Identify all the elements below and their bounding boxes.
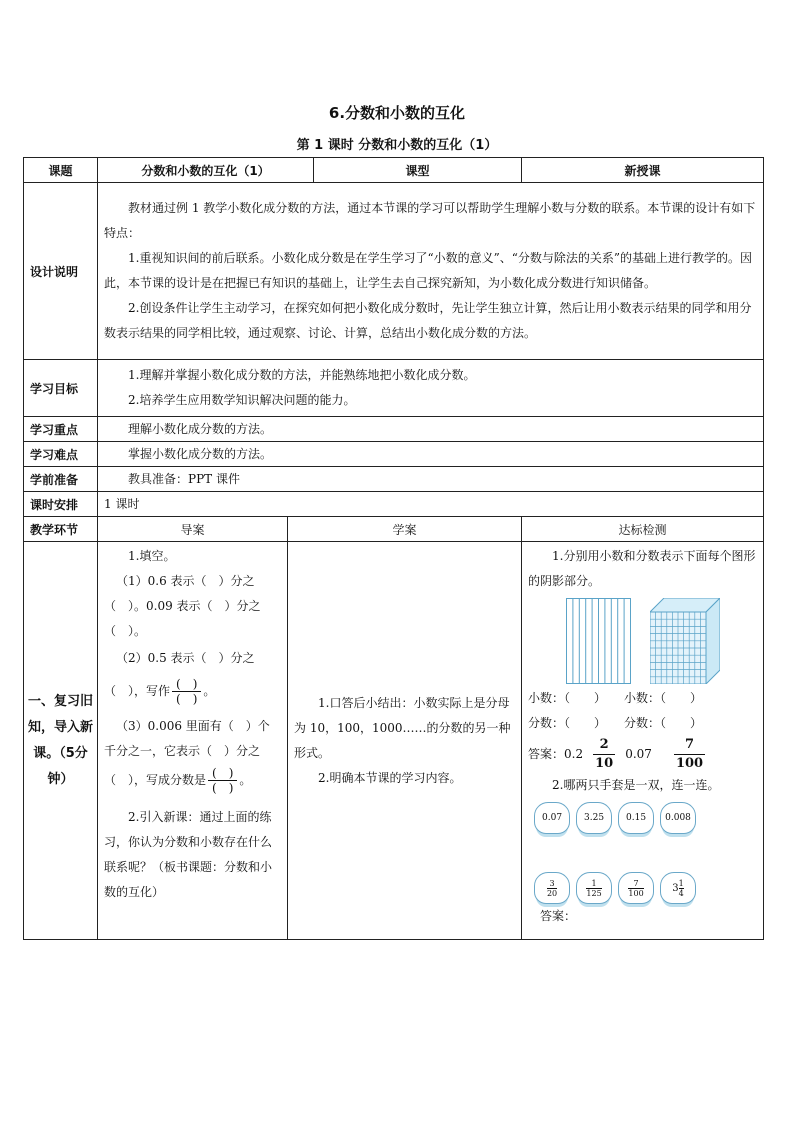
mixed-whole: 3 (672, 882, 679, 894)
fraction-numerator: 3 (547, 879, 557, 889)
fraction-answer-b: 分数：（ ） (624, 716, 703, 730)
teaching-header-row (24, 517, 764, 542)
fraction-numerator: 1 (678, 878, 684, 888)
glove-top-4: 0.008 (660, 802, 696, 834)
topic-label: 课题 (24, 158, 98, 183)
guide-line-4c (104, 766, 281, 795)
answer-fraction-1 (593, 736, 615, 773)
design-para-1: 教材通过例 1 教学小数化成分数的方法，通过本节课的学习可以帮助学生理解小数与分数的联系。本节课的设计有如下特点： (104, 201, 756, 240)
difficulty-row (24, 442, 764, 467)
design-para-2: 1.重视知识间的前后联系。小数化成分数是在学生学习了“小数的意义”、“分数与除法的关系”的基础上进行教学的。因此，本节课的设计是在把握已有知识的基础上，让学生去自己探究新知，为小数化成分数进行知识储备。 (104, 251, 752, 290)
design-content (98, 183, 764, 360)
glove-top-3: 0.15 (618, 802, 654, 834)
guide-line-3a: （2）0.5 表示（ ）分之 (116, 651, 255, 665)
check-question-1: 1.分别用小数和分数表示下面每个图形的阴影部分。 (528, 549, 756, 588)
glove-top-1: 0.07 (534, 802, 570, 834)
stage1-guide (98, 542, 288, 940)
stage1-check (522, 542, 764, 940)
design-row (24, 183, 764, 360)
guide-line-3b-end: 。 (203, 684, 216, 698)
difficulty-value: 掌握小数化成分数的方法。 (128, 447, 273, 461)
goals-label: 学习目标 (24, 360, 98, 417)
answer-1-label: 答案：0.2 (528, 747, 584, 761)
study-line-2: 2.明确本节课的学习内容。 (318, 770, 462, 785)
hundredths-cube-figure (650, 598, 720, 684)
fraction-denominator: 100 (628, 888, 644, 898)
teaching-label: 教学环节 (24, 517, 98, 542)
answer-1-decimal: 0.07 (625, 747, 652, 761)
glove-fraction (547, 879, 557, 898)
fraction-denominator: 125 (586, 888, 602, 898)
check-decimal-row (528, 686, 757, 711)
glove-top-2: 3.25 (576, 802, 612, 834)
decimal-answer-a: 小数：（ ） (528, 691, 607, 705)
glove-fraction (586, 879, 601, 898)
goal-2: 2.培养学生应用数学知识解决问题的能力。 (128, 393, 356, 407)
focus-row (24, 417, 764, 442)
blank-numerator: ( ) (208, 766, 237, 781)
prep-value: 教具准备：PPT 课件 (128, 472, 240, 486)
guide-line-4c-end: 。 (239, 773, 252, 787)
cube-side (706, 598, 720, 684)
focus-label: 学习重点 (24, 417, 98, 442)
fraction-denominator: 20 (546, 888, 558, 898)
guide-line-1: 1.填空。 (128, 549, 176, 563)
guide-line-2b: （ ）。0.09 表示（ ）分之 (104, 599, 261, 613)
guide-line-4a: （3）0.006 里面有（ ）个 (116, 719, 270, 733)
guide-line-4c-text: （ ），写成分数是 (104, 773, 207, 787)
design-para-3: 2.创设条件让学生主动学习，在探究如何把小数化成分数时，先让学生独立计算，然后让用小数表示结果的同学和用分数表示结果的同学相比较，通过观察、讨论、计算，总结出小数化成分数的方法。 (104, 301, 752, 340)
goals-content (98, 360, 764, 417)
type-label: 课型 (314, 158, 522, 183)
study-line-1: 1.口答后小结出：小数实际上是分母为 10，100，1000……的分数的另一种形式。 (294, 695, 511, 760)
glove-fraction (679, 879, 684, 898)
stage1-row (24, 542, 764, 940)
fraction-numerator: 7 (628, 879, 643, 889)
col-check-header: 达标检测 (522, 517, 764, 542)
check-answer-2: 答案： (540, 909, 577, 923)
guide-line-3b-text: （ ），写作 (104, 684, 171, 698)
guide-line-5: 2.引入新课：通过上面的练习，你认为分数和小数存在什么联系呢？（板书课题：分数和小数的互化） (104, 810, 273, 899)
design-label: 设计说明 (24, 183, 98, 360)
goal-1: 1.理解并掌握小数化成分数的方法，并能熟练地把小数化成分数。 (128, 368, 476, 382)
check-figures (566, 598, 757, 684)
document-title: 6.分数和小数的互化 (328, 104, 466, 122)
glove-fraction (628, 879, 643, 898)
fraction-denominator: 4 (678, 888, 684, 898)
focus-value: 理解小数化成分数的方法。 (128, 422, 273, 436)
guide-line-2a: （1）0.6 表示（ ）分之 (116, 574, 255, 588)
prep-label: 学前准备 (24, 467, 98, 492)
fraction-numerator: 7 (674, 736, 705, 755)
fraction-denominator: 10 (595, 756, 614, 771)
blank-numerator: ( ) (172, 677, 201, 692)
guide-line-2c: （ ）。 (104, 624, 147, 638)
col-study-header: 学案 (288, 517, 522, 542)
lesson-subtitle: 第 1 课时 分数和小数的互化（1） (296, 138, 498, 153)
glove-bottom-2 (576, 872, 612, 904)
check-question-2: 2.哪两只手套是一双，连一连。 (552, 778, 720, 792)
fraction-numerator: 1 (586, 879, 601, 889)
schedule-label: 课时安排 (24, 492, 98, 517)
glove-bottom-1 (534, 872, 570, 904)
stage1-label: 一、复习旧知，导入新课。（5分钟） (24, 542, 98, 940)
goals-row (24, 360, 764, 417)
check-fraction-row (528, 711, 757, 736)
check-answer-1 (528, 736, 757, 773)
tenths-strip-figure (566, 598, 632, 684)
blank-denominator: ( ) (212, 781, 234, 795)
stage1-study (288, 542, 522, 940)
gloves-bottom-row (534, 872, 757, 904)
fraction-answer-a: 分数：（ ） (528, 716, 607, 730)
blank-fraction-2 (208, 766, 237, 795)
fraction-numerator: 2 (593, 736, 615, 755)
prep-row (24, 467, 764, 492)
decimal-answer-b: 小数：（ ） (624, 691, 703, 705)
fraction-denominator: 100 (675, 756, 704, 771)
topic-value: 分数和小数的互化（1） (98, 158, 314, 183)
type-value: 新授课 (522, 158, 764, 183)
schedule-row (24, 492, 764, 517)
guide-line-4b: 千分之一，它表示（ ）分之 (104, 744, 261, 758)
difficulty-label: 学习难点 (24, 442, 98, 467)
gloves-top-row (534, 802, 757, 834)
glove-bottom-4 (660, 872, 696, 904)
blank-fraction-1 (172, 677, 201, 706)
blank-denominator: ( ) (176, 692, 198, 706)
header-row (24, 158, 764, 183)
glove-bottom-3 (618, 872, 654, 904)
guide-line-3b (104, 677, 281, 706)
schedule-value: 1 课时 (104, 497, 140, 511)
lesson-plan-table (23, 157, 764, 940)
col-guide-header: 导案 (98, 517, 288, 542)
answer-fraction-2 (674, 736, 705, 773)
